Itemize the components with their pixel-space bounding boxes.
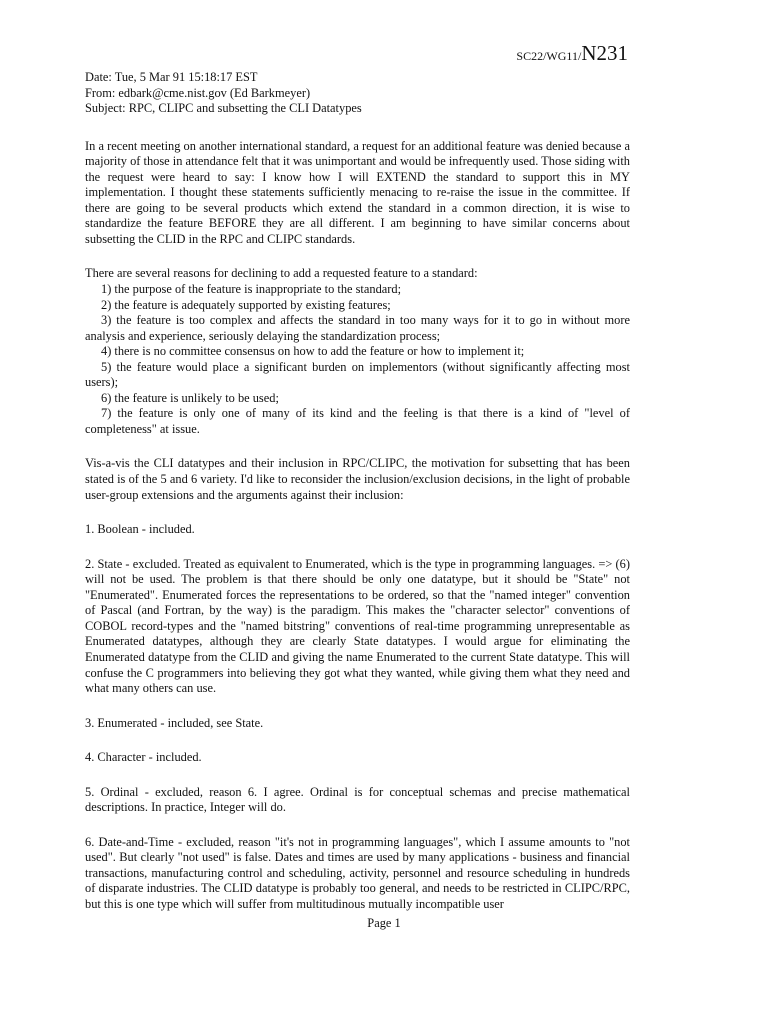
- datatype-state: 2. State - excluded. Treated as equivalent to Enumerated, which is the type in programming languages. => (6) will not be used. The problem is that there should be only one datatype, but it should be "State" not "Enumerated". Enumerated forces the representations to be ordered, so that the "named integer" convention of Pascal (and Fortran, by the way) is the paradigm. This makes the "character selector" conventions of COBOL record-types and the "named bitstring" conventions of real-time programming unrepresentable as Enumerated datatypes, although they are clearly State datatypes. I would argue for eliminating the Enumerated datatype from the CLID and giving the name Enumerated to the current State datatype. This will confuse the C programmers into believing they got what they wanted, while giving them what they need and what many others can use.: [85, 556, 630, 696]
- header-from: From: edbark@cme.nist.gov (Ed Barkmeyer): [85, 85, 311, 100]
- reason-item-7: 7) the feature is only one of many of its kind and the feeling is that there is a kind of "level of completeness" at issue.: [85, 406, 630, 436]
- paragraph-reasons-intro: There are several reasons for declining to add a requested feature to a standard:: [85, 266, 478, 281]
- reason-item-1: 1) the purpose of the feature is inappropriate to the standard;: [101, 282, 402, 297]
- paragraph-vis-a-vis: Vis-a-vis the CLI datatypes and their inclusion in RPC/CLIPC, the motivation for subsetting that has been stated is of the 5 and 6 variety. I'd like to reconsider the inclusion/exclusion decisions, in the light of probable user-group extensions and the arguments against their inclusion:: [85, 456, 630, 502]
- reason-item-3: 3) the feature is too complex and affects the standard in too many ways for it to go in without more analysis and experience, seriously delaying the standardization process;: [85, 313, 630, 343]
- datatype-ordinal: 5. Ordinal - excluded, reason 6. I agree. Ordinal is for conceptual schemas and precise mathematical descriptions. In practice, Integer will do.: [85, 784, 630, 815]
- datatype-enumerated: 3. Enumerated - included, see State.: [85, 715, 264, 730]
- reason-item-5: 5) the feature would place a significant burden on implementors (without significantly affecting most users);: [85, 359, 630, 390]
- paragraph-intro: In a recent meeting on another international standard, a request for an additional feature was denied because a majority of those in attendance felt that it was unimportant and would be infrequently used. Those siding with the request were heard to say: I know how I will EXTEND the standard to support this in MY implementation. I thought these statements sufficiently menacing to re-raise the issue in the committee. If there are going to be several products which extend the standard in a common direction, it is wise to standardize the feature BEFORE they are all different. I am beginning to have similar concerns about subsetting the CLID in the RPC and CLIPC standards.: [85, 138, 630, 246]
- datatype-character: 4. Character - included.: [85, 750, 202, 765]
- reason-item-2: 2) the feature is adequately supported by existing features;: [101, 297, 391, 312]
- datatype-date-and-time: 6. Date-and-Time - excluded, reason "it's not in programming languages", which I assume amounts to "not used". But clearly "not used" is false. Dates and times are used by many applications - business and financial transactions, manufacturing control and scheduling, activity, personnel and resource scheduling in hundreds of disparate industries. The CLID datatype is probably too general, and needs to be restricted in CLIPC/RPC, but this is one type which will suffer from multitudinous mutually incompatible user: [85, 834, 630, 911]
- document-number-value: N231: [581, 41, 628, 65]
- header-date: Date: Tue, 5 Mar 91 15:18:17 EST: [85, 70, 258, 84]
- page-number: Page 1: [367, 916, 401, 930]
- document-number-prefix: SC22/WG11/: [516, 49, 582, 63]
- reason-item-6: 6) the feature is unlikely to be used;: [101, 390, 279, 405]
- datatype-boolean: 1. Boolean - included.: [85, 522, 195, 537]
- document-number: [516, 42, 628, 67]
- header-subject: Subject: RPC, CLIPC and subsetting the CLI Datatypes: [85, 101, 362, 116]
- reason-item-4: 4) there is no committee consensus on how to add the feature or how to implement it;: [101, 344, 525, 359]
- document-body: [85, 70, 630, 913]
